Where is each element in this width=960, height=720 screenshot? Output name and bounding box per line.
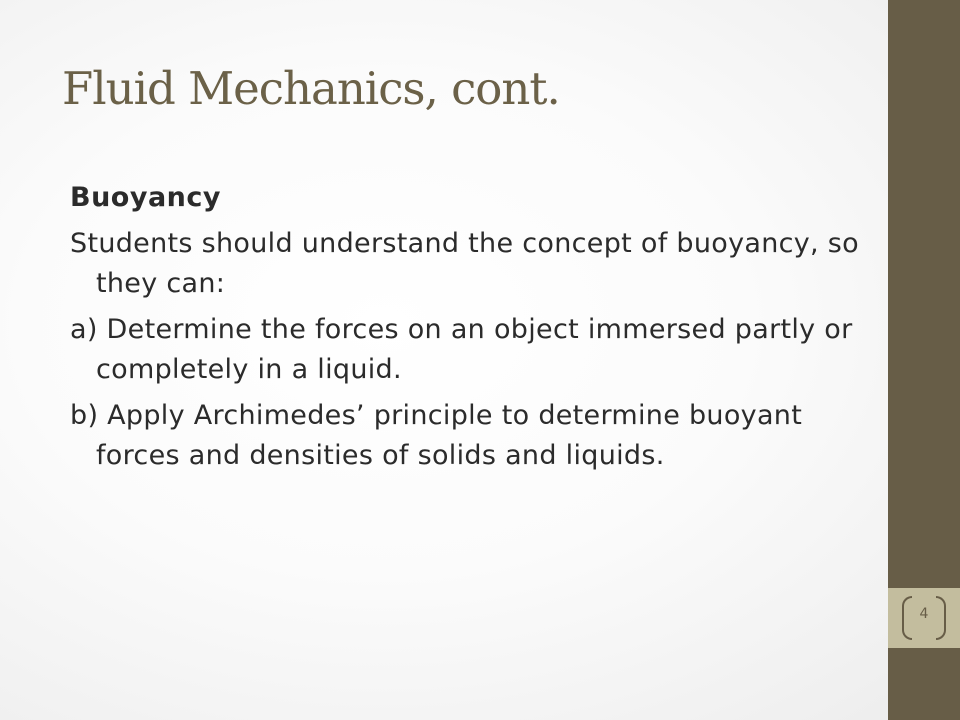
slide-title: Fluid Mechanics, cont. [62, 62, 560, 115]
objective-b: b) Apply Archimedes’ principle to determine buoyant forces and densities of solids and liquids. [70, 400, 803, 471]
page-number: 4 [919, 606, 929, 622]
intro-paragraph: Students should understand the concept of buoyancy, so they can: [70, 228, 859, 299]
objective-a: a) Determine the forces on an object immersed partly or completely in a liquid. [70, 314, 853, 385]
page-number-badge [888, 588, 960, 648]
section-heading: Buoyancy [70, 182, 221, 213]
bracket-right-icon [936, 596, 946, 640]
slide-body [70, 178, 860, 482]
